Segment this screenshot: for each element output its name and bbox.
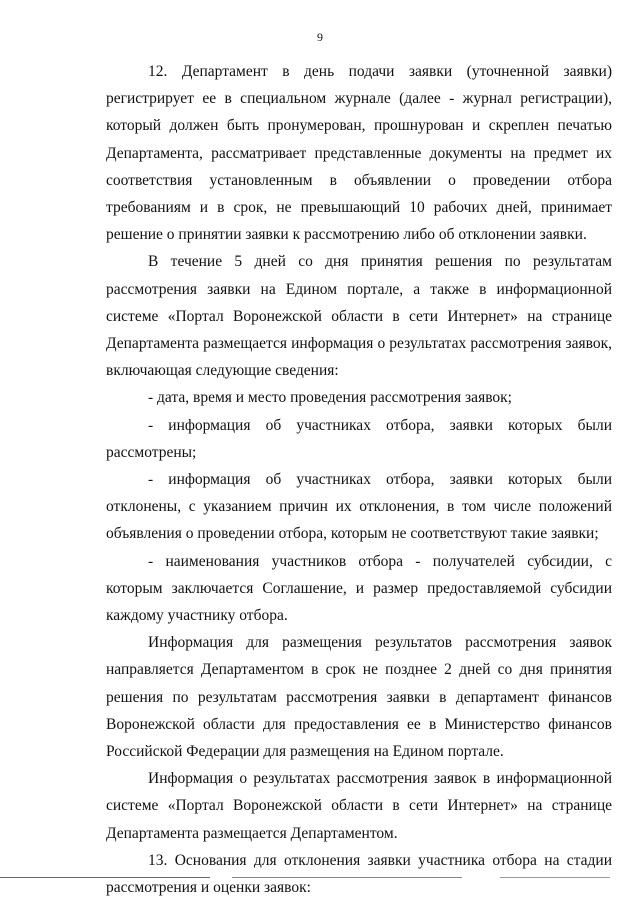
paragraph-results-publication: В течение 5 дней со дня принятия решения по результатам рассмотрения заявки на Едином портале, а также в информационной системе «Портал Воронежской области в сети Интернет» на странице Департамента размещается информация о результатах рассмотрения заявок, включающая следующие сведения:	[106, 253, 612, 380]
list-item-date-time-place: - дата, время и место проведения рассмотрения заявок;	[148, 389, 512, 407]
page-number: 9	[317, 30, 323, 44]
document-body	[106, 58, 612, 901]
paragraph-information-transfer: Информация для размещения результатов рассмотрения заявок направляется Департаментом в срок не позднее 2 дней со дня принятия решения по результатам рассмотрения заявки в департамент финансов Воронежской области для предоставления ее в Министерство финансов Российской Федерации для размещения на Едином портале.	[106, 634, 612, 761]
scan-edge-line-right	[500, 877, 610, 878]
list-item-reviewed-participants: - информация об участниках отбора, заявки которых были рассмотрены;	[106, 416, 612, 461]
paragraph-rejection-grounds: 13. Основания для отклонения заявки участника отбора на стадии рассмотрения и оценки заявок:	[106, 851, 612, 897]
list-item-rejected-participants: - информация об участниках отбора, заявки которых были отклонены, с указанием причин их отклонения, в том числе положений объявления о проведении отбора, которым не соответствуют такие заявки;	[106, 471, 612, 543]
list-item-subsidy-recipients: - наименования участников отбора - получателей субсидии, с которым заключается Соглашение, и размер предоставляемой субсидии каждому участнику отбора.	[106, 552, 612, 625]
paragraph-registration: 12. Департамент в день подачи заявки (уточненной заявки) регистрирует ее в специальном журнале (далее - журнал регистрации), который должен быть пронумерован, прошнурован и скреплен печатью Департамента, рассматривает представленные документы на предмет их соответствия установленным в объявлении о проведении отбора требованиям и в срок, не превышающий 10 рабочих дней, принимает решение о принятии заявки к рассмотрению либо об отклонении заявки.	[106, 63, 612, 244]
scan-edge-line-middle	[232, 877, 462, 878]
paragraph-portal-information: Информация о результатах рассмотрения заявок в информационной системе «Портал Воронежской области в сети Интернет» на странице Департамента размещается Департаментом.	[106, 770, 612, 842]
scan-edge-line-left	[0, 877, 210, 878]
